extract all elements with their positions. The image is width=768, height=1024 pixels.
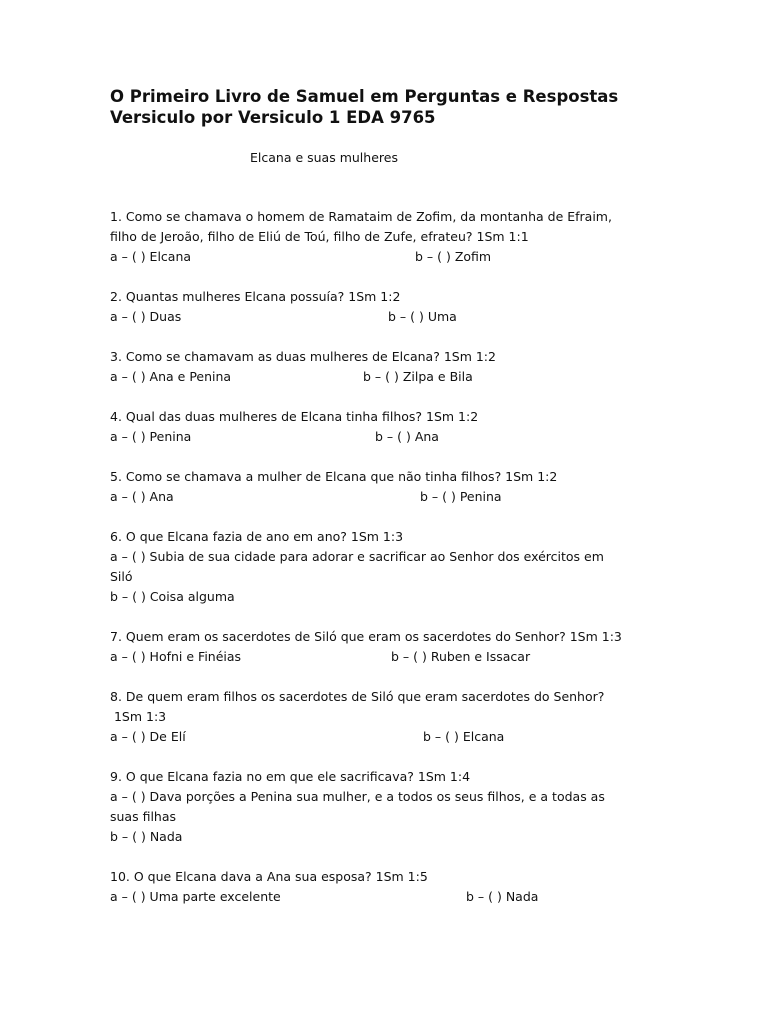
option-a[interactable]: a – ( ) Hofni e Finéias — [110, 649, 242, 664]
question-4 — [110, 407, 740, 447]
option-a[interactable]: a – ( ) Penina — [110, 429, 192, 444]
question-text-line: 4. Qual das duas mulheres de Elcana tinha filhos? 1Sm 1:2 — [110, 409, 479, 424]
answer-options — [110, 247, 740, 267]
option-b[interactable]: b – ( ) Elcana — [423, 729, 505, 744]
answer-options — [110, 367, 740, 387]
answer-options — [110, 487, 740, 507]
question-text-line: 6. O que Elcana fazia de ano em ano? 1Sm 1:3 — [110, 529, 404, 544]
option-b[interactable]: b – ( ) Uma — [388, 309, 457, 324]
option-a[interactable]: a – ( ) Ana — [110, 489, 174, 504]
section-subtitle: Elcana e suas mulheres — [250, 150, 398, 165]
option-b[interactable]: b – ( ) Zofim — [415, 249, 492, 264]
option-a[interactable]: a – ( ) Dava porções a Penina sua mulher, e a todos os seus filhos, e a todas as — [110, 789, 605, 804]
question-8 — [110, 687, 740, 747]
document-title — [110, 86, 750, 128]
question-10 — [110, 867, 740, 907]
option-a[interactable]: a – ( ) Uma parte excelente — [110, 889, 281, 904]
option-b[interactable]: b – ( ) Ruben e Issacar — [391, 649, 531, 664]
question-1 — [110, 207, 740, 267]
question-list — [110, 207, 740, 907]
option-a[interactable]: a – ( ) Elcana — [110, 249, 192, 264]
option-b[interactable]: b – ( ) Nada — [110, 829, 183, 844]
answer-options — [110, 647, 740, 667]
question-text-line: 1. Como se chamava o homem de Ramataim de Zofim, da montanha de Efraim, — [110, 209, 612, 224]
question-6 — [110, 527, 740, 607]
option-a[interactable]: a – ( ) De Elí — [110, 729, 186, 744]
question-text-line: 3. Como se chamavam as duas mulheres de Elcana? 1Sm 1:2 — [110, 349, 496, 364]
question-text-line: 2. Quantas mulheres Elcana possuía? 1Sm 1:2 — [110, 289, 401, 304]
option-b[interactable]: b – ( ) Nada — [466, 889, 539, 904]
option-a-continuation: Siló — [110, 569, 133, 584]
option-b[interactable]: b – ( ) Penina — [420, 489, 502, 504]
question-2 — [110, 287, 740, 327]
question-9 — [110, 767, 740, 847]
title-line-1: O Primeiro Livro de Samuel em Perguntas e Respostas — [110, 87, 619, 106]
question-text-line: filho de Jeroão, filho de Eliú de Toú, filho de Zufe, efrateu? 1Sm 1:1 — [110, 229, 529, 244]
question-text-line: 1Sm 1:3 — [110, 709, 167, 724]
option-b[interactable]: b – ( ) Ana — [375, 429, 439, 444]
answer-options — [110, 307, 740, 327]
option-a-continuation: suas filhas — [110, 809, 177, 824]
question-3 — [110, 347, 740, 387]
question-text-line: 7. Quem eram os sacerdotes de Siló que eram os sacerdotes do Senhor? 1Sm 1:3 — [110, 629, 622, 644]
answer-options — [110, 727, 740, 747]
answer-options — [110, 887, 740, 907]
option-a[interactable]: a – ( ) Subia de sua cidade para adorar e sacrificar ao Senhor dos exércitos em — [110, 549, 604, 564]
question-text-line: 5. Como se chamava a mulher de Elcana que não tinha filhos? 1Sm 1:2 — [110, 469, 558, 484]
title-line-2: Versiculo por Versiculo 1 EDA 9765 — [110, 108, 436, 127]
question-7 — [110, 627, 740, 667]
question-5 — [110, 467, 740, 507]
option-a[interactable]: a – ( ) Ana e Penina — [110, 369, 232, 384]
option-b[interactable]: b – ( ) Coisa alguma — [110, 589, 235, 604]
question-text-line: 8. De quem eram filhos os sacerdotes de Siló que eram sacerdotes do Senhor? — [110, 689, 605, 704]
answer-options — [110, 427, 740, 447]
option-b[interactable]: b – ( ) Zilpa e Bila — [363, 369, 473, 384]
option-a[interactable]: a – ( ) Duas — [110, 309, 182, 324]
question-text-line: 10. O que Elcana dava a Ana sua esposa? 1Sm 1:5 — [110, 869, 428, 884]
question-text-line: 9. O que Elcana fazia no em que ele sacrificava? 1Sm 1:4 — [110, 769, 471, 784]
